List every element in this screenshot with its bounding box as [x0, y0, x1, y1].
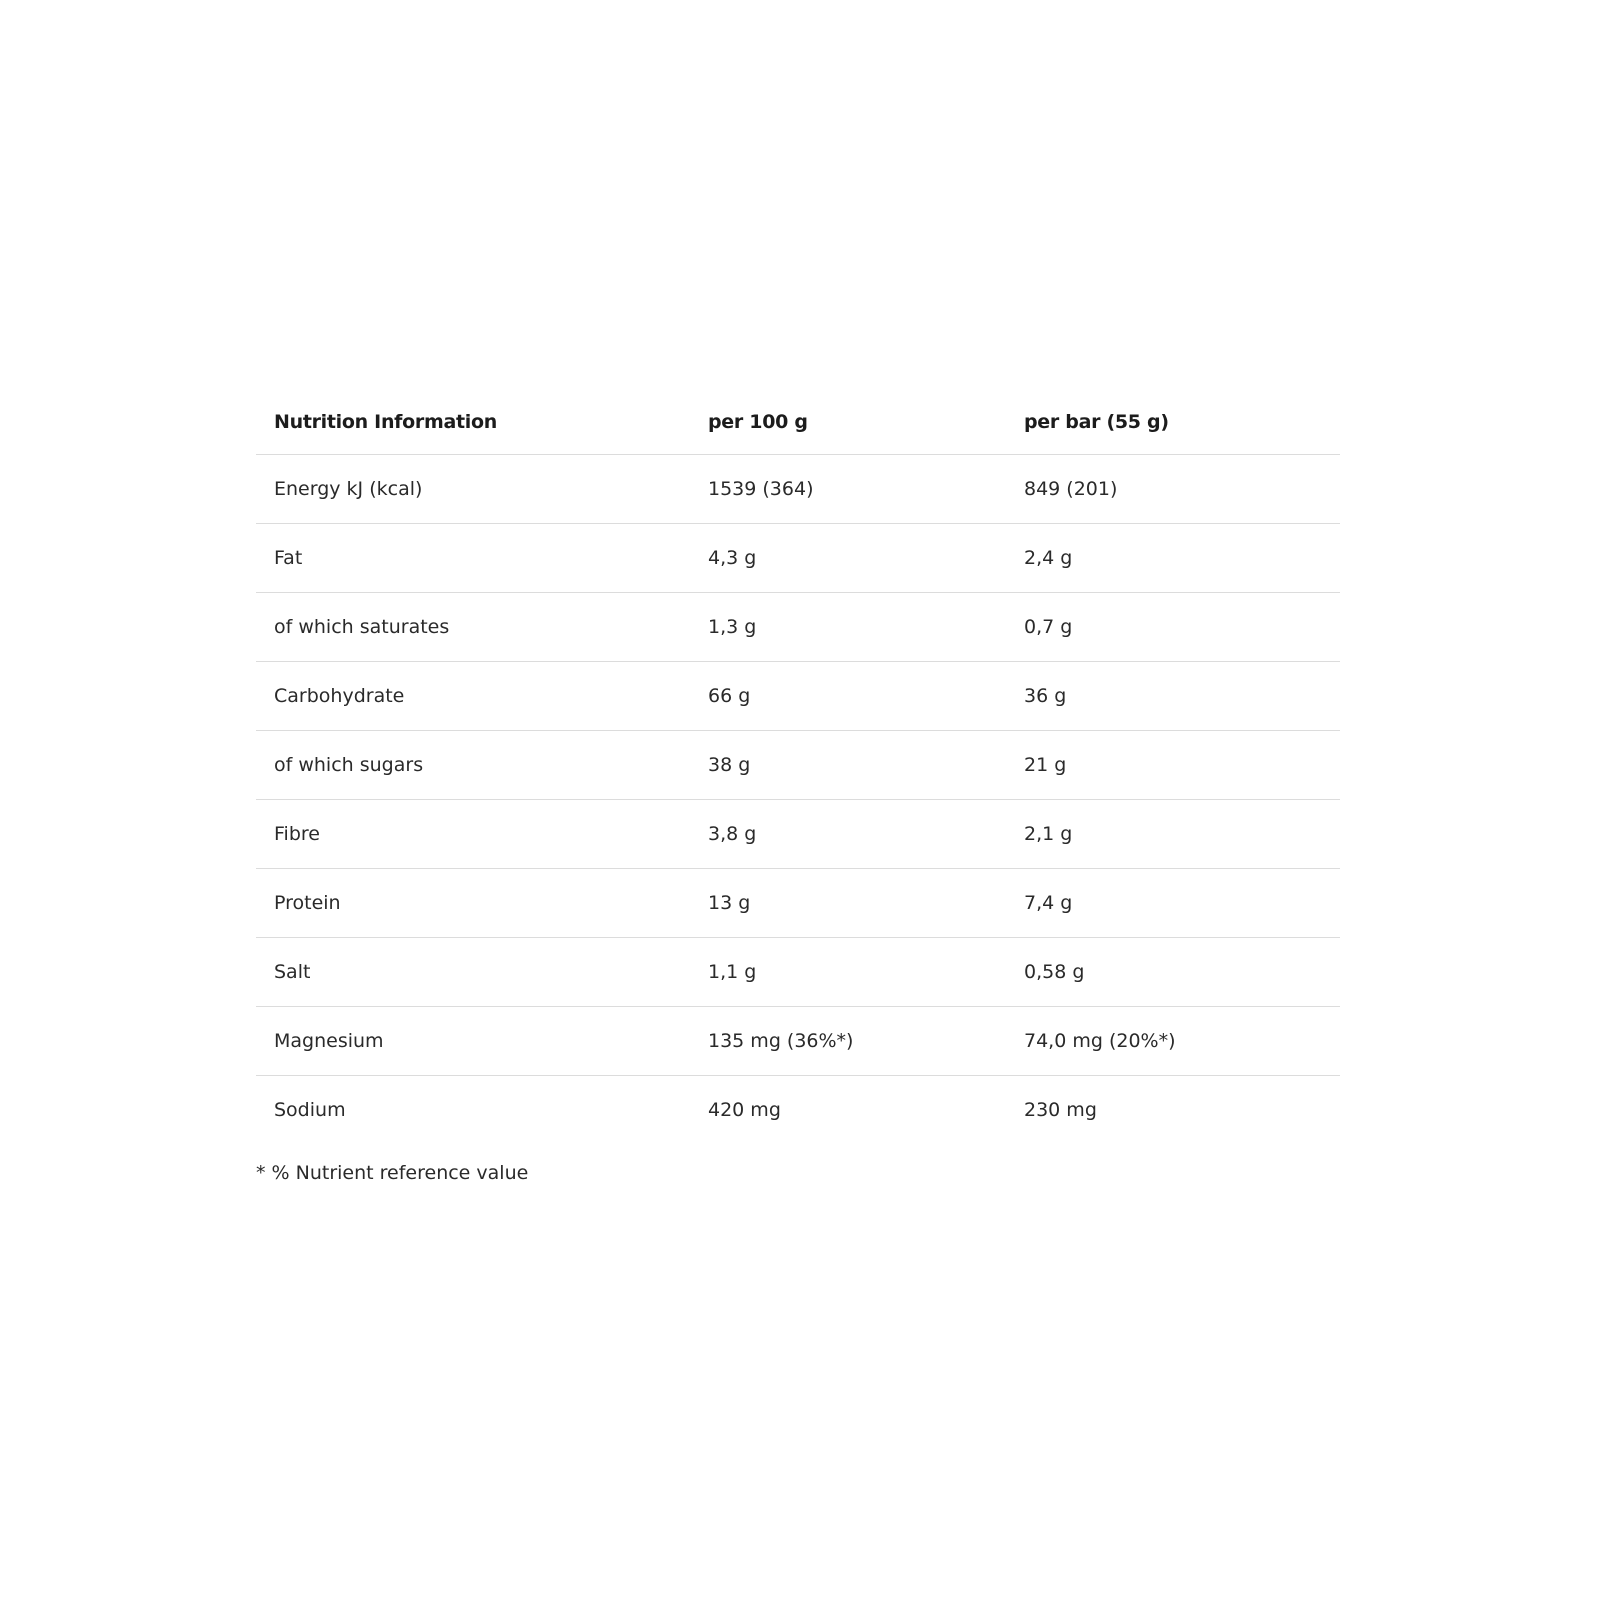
value-per-bar: 36 g — [1006, 662, 1340, 731]
nutrient-name: of which saturates — [256, 593, 690, 662]
value-per-bar: 7,4 g — [1006, 869, 1340, 938]
header-nutrient: Nutrition Information — [256, 390, 690, 455]
value-per-100g: 4,3 g — [690, 524, 1006, 593]
table-row — [256, 938, 1340, 1007]
header-per-100g: per 100 g — [690, 390, 1006, 455]
nutrient-name: Carbohydrate — [256, 662, 690, 731]
value-per-100g: 66 g — [690, 662, 1006, 731]
value-per-100g: 420 mg — [708, 1099, 781, 1121]
nutrition-panel — [256, 390, 1340, 1184]
value-per-bar: 2,4 g — [1006, 524, 1340, 593]
table-row — [256, 455, 1340, 524]
nutrient-name: Salt — [256, 938, 690, 1007]
table-row — [256, 524, 1340, 593]
nutrition-table — [256, 390, 1340, 1144]
value-per-100g: 13 g — [690, 869, 1006, 938]
footnote: * % Nutrient reference value — [256, 1162, 529, 1184]
table-row — [256, 662, 1340, 731]
nutrient-name: Energy kJ (kcal) — [256, 455, 690, 524]
value-per-bar: 230 mg — [1024, 1099, 1097, 1121]
value-per-bar: 2,1 g — [1006, 800, 1340, 869]
value-per-100g: 1,1 g — [690, 938, 1006, 1007]
table-row — [256, 1007, 1340, 1076]
value-per-bar: 0,58 g — [1006, 938, 1340, 1007]
nutrient-name: of which sugars — [256, 731, 690, 800]
value-per-100g: 1,3 g — [690, 593, 1006, 662]
table-row — [256, 731, 1340, 800]
nutrient-name: Protein — [256, 869, 690, 938]
table-row — [256, 593, 1340, 662]
nutrient-name: Fat — [256, 524, 690, 593]
header-per-bar: per bar (55 g) — [1006, 390, 1340, 455]
table-header-row — [256, 390, 1340, 455]
value-per-bar: 0,7 g — [1006, 593, 1340, 662]
value-per-100g: 3,8 g — [690, 800, 1006, 869]
value-per-100g: 38 g — [690, 731, 1006, 800]
value-per-100g: 135 mg (36%*) — [690, 1007, 1006, 1076]
table-row — [256, 800, 1340, 869]
value-per-bar: 74,0 mg (20%*) — [1006, 1007, 1340, 1076]
value-per-bar: 849 (201) — [1006, 455, 1340, 524]
value-per-bar: 21 g — [1006, 731, 1340, 800]
table-row — [256, 1076, 1340, 1145]
nutrient-name: Fibre — [256, 800, 690, 869]
table-row — [256, 869, 1340, 938]
nutrient-name: Sodium — [274, 1099, 346, 1121]
nutrient-name: Magnesium — [256, 1007, 690, 1076]
value-per-100g: 1539 (364) — [690, 455, 1006, 524]
